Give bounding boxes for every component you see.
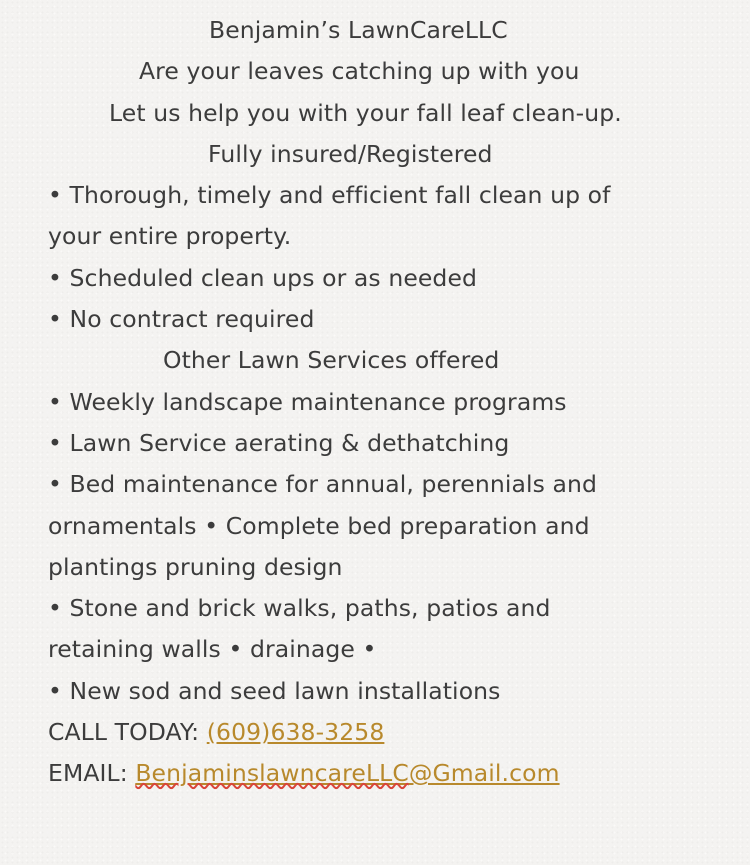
offer-line: Let us help you with your fall leaf clean-up.	[109, 98, 622, 127]
fall-service-line: your entire property.	[48, 222, 292, 251]
call-label: CALL TODAY:	[48, 718, 207, 747]
other-service-line: plantings pruning design	[48, 552, 343, 581]
fall-service-line: • Thorough, timely and efficient fall clean up of	[48, 181, 611, 210]
email-line	[48, 753, 708, 794]
email-domain: @Gmail.com	[408, 759, 560, 788]
call-line	[48, 712, 708, 753]
credentials-line: Fully insured/Registered	[208, 139, 493, 168]
fall-service-line: • Scheduled clean ups or as needed	[48, 263, 478, 292]
other-service-line: ornamentals • Complete bed preparation and	[48, 511, 590, 540]
other-services-heading: Other Lawn Services offered	[163, 346, 500, 375]
fall-service-line: • No contract required	[48, 305, 315, 334]
other-service-line: retaining walls • drainage •	[48, 635, 377, 664]
other-service-line: • Bed maintenance for annual, perennials and	[48, 470, 598, 499]
flyer-text	[48, 10, 708, 795]
other-service-line: • Lawn Service aerating & dethatching	[48, 428, 510, 457]
other-service-line: • New sod and seed lawn installations	[48, 676, 501, 705]
phone-link[interactable]: (609)638-3258	[206, 718, 385, 747]
other-service-line: • Weekly landscape maintenance programs	[48, 387, 567, 416]
tagline: Are your leaves catching up with you	[139, 57, 580, 86]
business-name: Benjamin’s LawnCareLLC	[209, 16, 508, 44]
email-link[interactable]	[135, 759, 559, 787]
email-label: EMAIL:	[48, 759, 136, 788]
email-user: BenjaminslawncareLLC	[135, 759, 409, 788]
other-service-line: • Stone and brick walks, paths, patios and	[48, 594, 551, 623]
